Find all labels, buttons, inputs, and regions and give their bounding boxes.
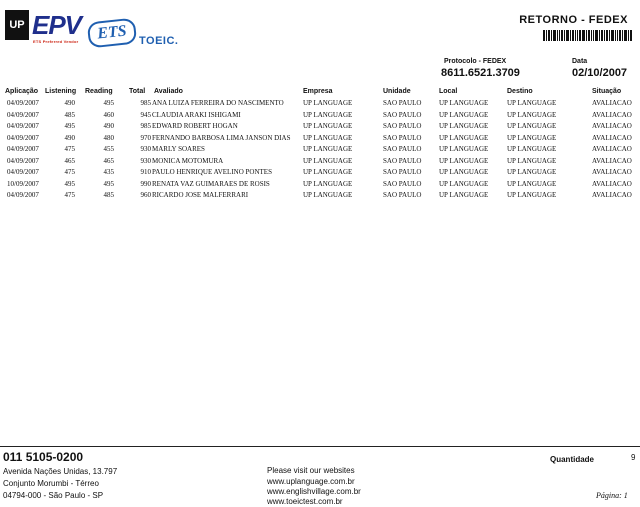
cell-empresa: UP LANGUAGE [303,191,353,199]
cell-total: 990 [140,179,151,188]
cell-unidade: SAO PAULO [383,191,422,199]
cell-listening: 485 [64,110,75,119]
cell-unidade: SAO PAULO [383,99,422,107]
cell-destino: UP LANGUAGE [507,122,557,130]
cell-destino: UP LANGUAGE [507,179,557,188]
cell-situacao: AVALIACAO [592,110,632,119]
cell-local: UP LANGUAGE [439,191,489,199]
cell-destino: UP LANGUAGE [507,145,557,153]
footer-address-line: Avenida Nações Unidas, 13.797 [3,467,118,476]
cell-avaliado: PAULO HENRIQUE AVELINO PONTES [152,168,272,176]
table-row [0,191,640,203]
page-number: Página: 1 [596,491,628,500]
cell-situacao: AVALIACAO [592,122,632,130]
quantity-label: Quantidade [550,455,595,464]
cell-destino: UP LANGUAGE [507,168,557,176]
cell-reading: 490 [103,122,114,130]
cell-listening: 495 [64,179,75,188]
cell-aplicacao: 04/09/2007 [7,156,39,165]
table-row [0,180,640,192]
cell-avaliado: MARLY SOARES [152,145,205,153]
column-header-avaliado: Avaliado [154,88,183,95]
column-header-listening: Listening [45,88,77,95]
cell-total: 910 [140,168,151,176]
cell-destino: UP LANGUAGE [507,99,557,107]
cell-avaliado: RENATA VAZ GUIMARAES DE ROSIS [152,179,270,188]
websites-label: Please visit our websites [267,466,355,475]
epv-logo-subtitle: ETS Preferred Vendor [33,39,79,44]
cell-total: 960 [140,191,151,199]
cell-situacao: AVALIACAO [592,168,632,176]
cell-reading: 465 [103,156,114,165]
cell-local: UP LANGUAGE [439,179,489,188]
cell-situacao: AVALIACAO [592,99,632,107]
cell-total: 930 [140,156,151,165]
cell-unidade: SAO PAULO [383,133,422,142]
cell-unidade: SAO PAULO [383,156,422,165]
cell-unidade: SAO PAULO [383,145,422,153]
cell-local: UP LANGUAGE [439,133,489,142]
cell-reading: 455 [103,145,114,153]
cell-listening: 465 [64,156,75,165]
cell-aplicacao: 04/09/2007 [7,191,39,199]
cell-reading: 495 [103,99,114,107]
cell-reading: 435 [103,168,114,176]
cell-local: UP LANGUAGE [439,168,489,176]
cell-unidade: SAO PAULO [383,179,422,188]
up-logo: UP [5,10,29,40]
cell-situacao: AVALIACAO [592,145,632,153]
cell-empresa: UP LANGUAGE [303,179,353,188]
footer-divider [0,446,640,447]
cell-total: 945 [140,110,151,119]
cell-avaliado: CLAUDIA ARAKI ISHIGAMI [152,110,241,119]
footer-phone: 011 5105-0200 [3,450,84,464]
website-link-toeictest[interactable]: www.toeictest.com.br [267,497,343,506]
cell-total: 970 [140,133,151,142]
cell-empresa: UP LANGUAGE [303,122,353,130]
document-title: RETORNO - FEDEX [519,14,628,26]
quantity-value: 9 [631,453,636,462]
cell-total: 985 [140,99,151,107]
footer-address-line: Conjunto Morumbi - Térreo [3,479,99,488]
table-row [0,111,640,123]
cell-local: UP LANGUAGE [439,99,489,107]
cell-empresa: UP LANGUAGE [303,110,353,119]
cell-avaliado: MONICA MOTOMURA [152,156,224,165]
cell-total: 930 [140,145,151,153]
cell-destino: UP LANGUAGE [507,110,557,119]
cell-reading: 495 [103,179,114,188]
column-header-destino: Destino [507,88,533,95]
cell-aplicacao: 04/09/2007 [7,145,39,153]
ets-logo [87,18,137,49]
column-header-reading: Reading [85,88,113,95]
footer-address-line: 04794-000 - São Paulo - SP [3,491,104,500]
table-row [0,99,640,111]
cell-listening: 490 [64,99,75,107]
cell-local: UP LANGUAGE [439,156,489,165]
cell-empresa: UP LANGUAGE [303,145,353,153]
column-header-aplicacao: Aplicação [5,88,39,95]
cell-local: UP LANGUAGE [439,122,489,130]
cell-unidade: SAO PAULO [383,122,422,130]
cell-listening: 475 [64,168,75,176]
cell-aplicacao: 04/09/2007 [7,133,39,142]
cell-reading: 480 [103,133,114,142]
cell-listening: 490 [64,133,75,142]
cell-situacao: AVALIACAO [592,133,632,142]
table-row [0,145,640,157]
table-row [0,168,640,180]
toeic-logo: TOEIC. [139,35,179,47]
cell-destino: UP LANGUAGE [507,133,557,142]
cell-avaliado: EDWARD ROBERT HOGAN [152,122,238,130]
table-row [0,134,640,146]
column-header-local: Local [439,88,458,95]
cell-situacao: AVALIACAO [592,179,632,188]
column-header-situacao: Situação [592,88,622,95]
cell-aplicacao: 04/09/2007 [7,122,39,130]
cell-empresa: UP LANGUAGE [303,156,353,165]
cell-listening: 495 [64,122,75,130]
results-table-body [0,99,640,203]
cell-listening: 475 [64,191,75,199]
cell-local: UP LANGUAGE [439,110,489,119]
cell-unidade: SAO PAULO [383,110,422,119]
date-value: 02/10/2007 [572,67,628,79]
column-header-total: Total [129,88,146,95]
cell-aplicacao: 04/09/2007 [7,168,39,176]
cell-situacao: AVALIACAO [592,191,632,199]
date-label: Data [572,58,588,65]
cell-destino: UP LANGUAGE [507,191,557,199]
cell-avaliado: FERNANDO BARBOSA LIMA JANSON DIAS [152,133,291,142]
table-row [0,122,640,134]
column-header-unidade: Unidade [383,88,411,95]
ets-logo-text: ETS [96,22,128,43]
website-link-englishvillage[interactable]: www.englishvillage.com.br [267,487,361,496]
cell-unidade: SAO PAULO [383,168,422,176]
cell-aplicacao: 04/09/2007 [7,99,39,107]
cell-listening: 475 [64,145,75,153]
cell-reading: 460 [103,110,114,119]
epv-logo: EPV [32,10,82,40]
cell-situacao: AVALIACAO [592,156,632,165]
cell-avaliado: ANA LUIZA FERREIRA DO NASCIMENTO [152,99,284,107]
website-link-uplanguage[interactable]: www.uplanguage.com.br [267,477,355,486]
protocol-value: 8611.6521.3709 [441,67,520,79]
table-row [0,157,640,169]
barcode-icon [543,30,633,41]
cell-empresa: UP LANGUAGE [303,133,353,142]
cell-empresa: UP LANGUAGE [303,168,353,176]
cell-local: UP LANGUAGE [439,145,489,153]
cell-avaliado: RICARDO JOSE MALFERRARI [152,191,249,199]
cell-reading: 485 [103,191,114,199]
column-header-empresa: Empresa [303,88,333,95]
cell-empresa: UP LANGUAGE [303,99,353,107]
cell-total: 985 [140,122,151,130]
protocol-label: Protocolo - FEDEX [444,58,507,65]
cell-aplicacao: 04/09/2007 [7,110,39,119]
cell-aplicacao: 10/09/2007 [7,179,39,188]
cell-destino: UP LANGUAGE [507,156,557,165]
